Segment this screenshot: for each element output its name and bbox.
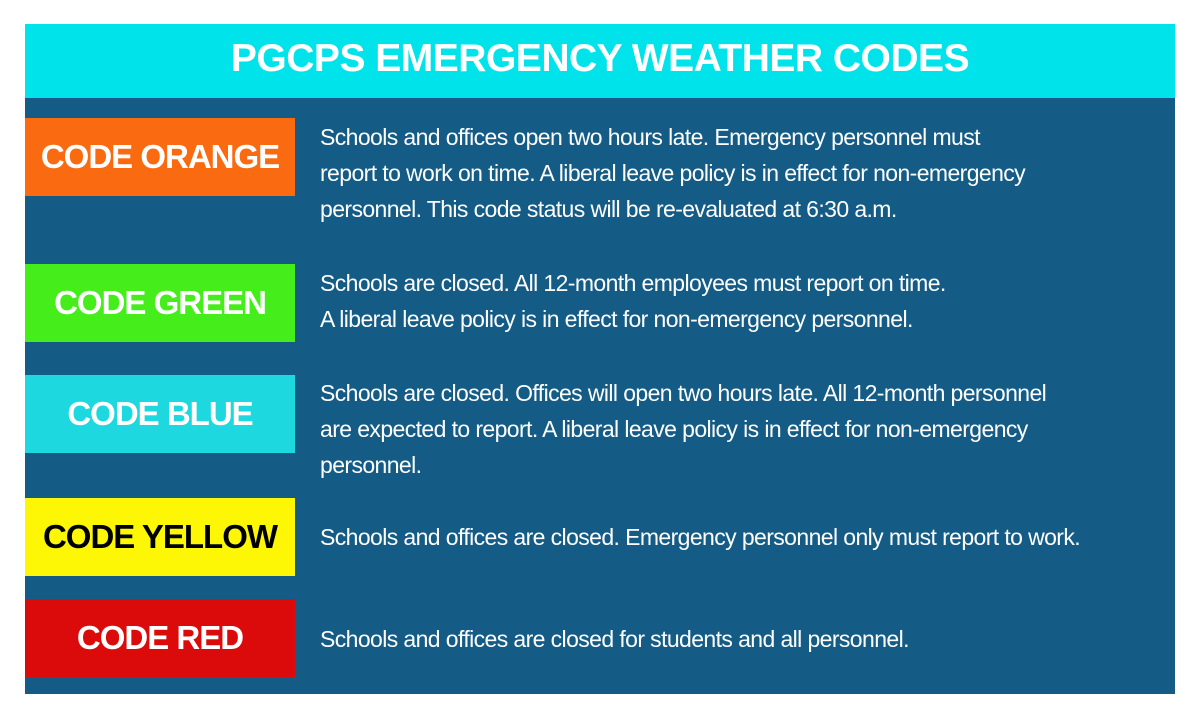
code-orange-badge: CODE ORANGE <box>25 118 295 196</box>
code-green-badge: CODE GREEN <box>25 264 295 342</box>
code-yellow-badge: CODE YELLOW <box>25 498 295 576</box>
page-title: PGCPS EMERGENCY WEATHER CODES <box>25 24 1175 98</box>
code-red-badge: CODE RED <box>25 599 295 677</box>
code-green-description: Schools are closed. All 12-month employees must report on time. A liberal leave policy is in effect for non-emergency personnel. <box>320 270 946 332</box>
code-orange-description: Schools and offices open two hours late. Emergency personnel must report to work on time. A liberal leave policy is in effect for non-emergency personnel. This code status will be re-evaluated at 6:30 a.m. <box>320 124 1026 222</box>
code-yellow-description: Schools and offices are closed. Emergency personnel only must report to work. <box>320 524 1081 550</box>
weather-codes-card <box>25 24 1175 694</box>
code-blue-description: Schools are closed. Offices will open two hours late. All 12-month personnel are expected to report. A liberal leave policy is in effect for non-emergency personnel. <box>320 380 1047 478</box>
code-red-description: Schools and offices are closed for students and all personnel. <box>320 626 909 652</box>
code-blue-badge: CODE BLUE <box>25 375 295 453</box>
